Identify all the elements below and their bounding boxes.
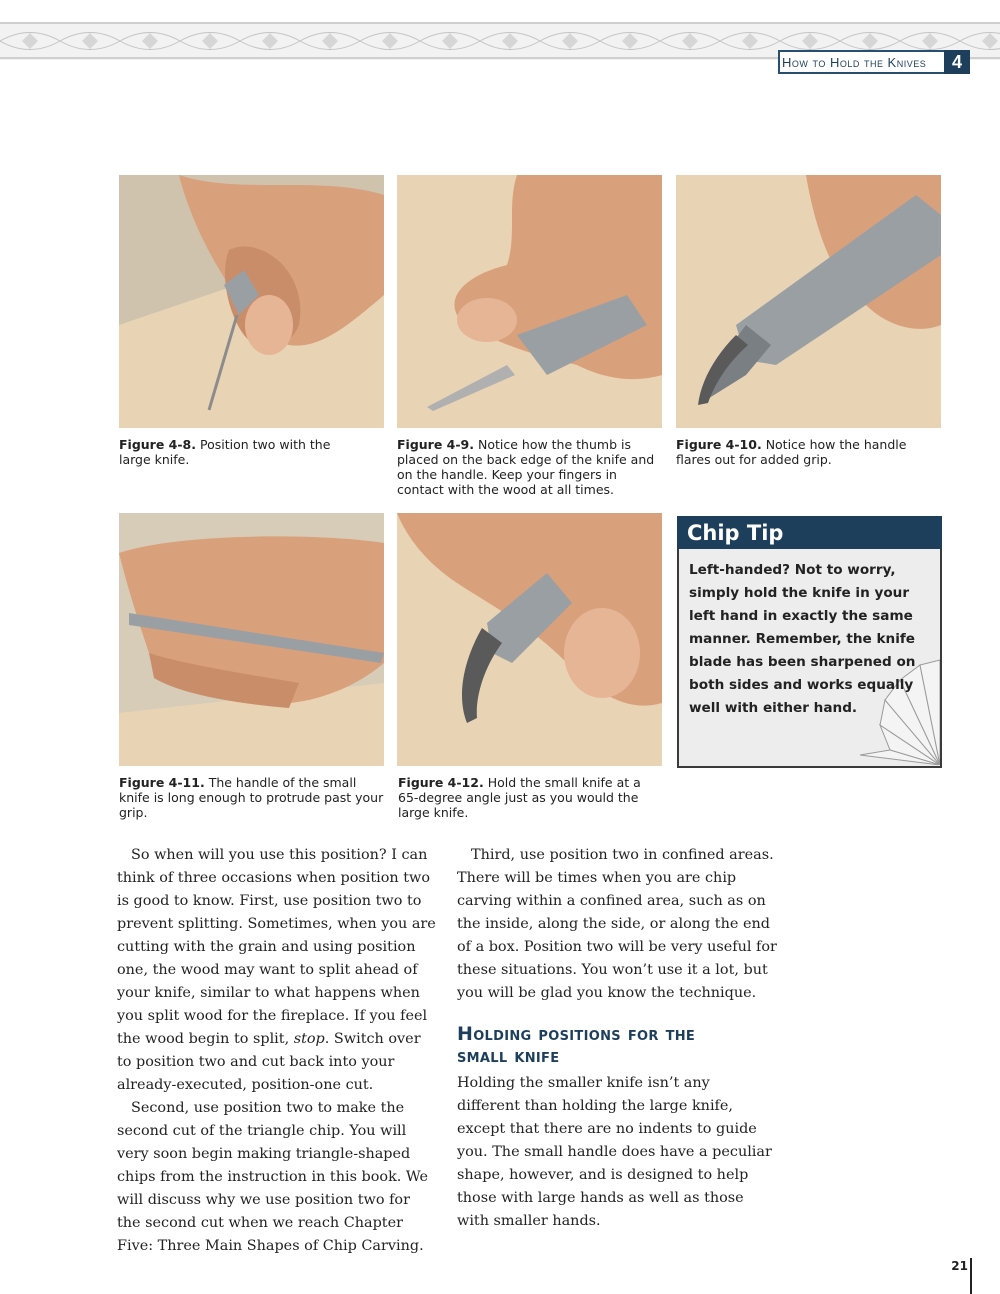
figure-caption-text: Position two with the large knife.	[119, 437, 331, 467]
figure-4-11-caption	[119, 775, 385, 820]
figure-4-12-caption	[398, 775, 648, 820]
figure-caption-text: The handle of the small knife is long enough to protrude past your grip.	[119, 775, 384, 820]
section-heading-line: small knife	[457, 1045, 560, 1067]
figure-4-11-photo	[119, 513, 384, 766]
paragraph-text: So when will you use this position? I can think of three occasions when position two is good to know. First, use position two to prevent splitting. Sometimes, when you are cutting with the grain and using position one, the wood may want to split ahead of your knife, similar to what happens when you split wood for the fireplace. If you feel the wood begin to split,	[117, 847, 436, 1047]
body-paragraph: Second, use position two to make the second cut of the triangle chip. You will very soon begin making triangle-shaped chips from the instruction in this book. We will discuss why we use position two for the second cut when we reach Chapter Five: Three Main Shapes of Chip Carving.	[117, 1100, 429, 1254]
body-column-right	[457, 844, 777, 1005]
body-paragraph	[117, 844, 437, 1097]
figure-label: Figure 4-11.	[119, 775, 205, 790]
figure-4-12-photo	[397, 513, 662, 766]
figure-label: Figure 4-10.	[676, 437, 762, 452]
body-column-left	[117, 844, 437, 1258]
chip-tip-body: Left-handed? Not to worry, simply hold the knife in your left hand in exactly the same manner. Remember, the knife blade has been sharpened on both sides and works equally well with either hand.	[689, 562, 916, 716]
figure-4-9-photo	[397, 175, 662, 428]
paragraph-text: . Switch over to position two and cut back into your already-executed, position-one cut.	[117, 1031, 421, 1093]
figure-4-10-caption	[676, 437, 938, 467]
figure-4-10-photo	[676, 175, 941, 428]
page-number: 21	[951, 1259, 968, 1273]
body-paragraph: Holding the smaller knife isn’t any different than holding the large knife, except that there are no indents to guide you. The small handle does have a peculiar shape, however, and is designed to help those with large hands as well as those with smaller hands.	[457, 1075, 772, 1229]
section-body	[457, 1072, 777, 1233]
section-heading	[457, 1023, 787, 1067]
section-heading-line: Holding positions for the	[457, 1023, 696, 1045]
body-paragraph: Third, use position two in confined areas. There will be times when you are chip carving within a confined area, such as on the inside, along the side, or along the end of a box. Position two will be very useful for these situations. You won’t use it a lot, but you will be glad you know the technique.	[457, 847, 777, 1001]
figure-4-8-caption	[119, 437, 359, 467]
chapter-number: 4	[944, 50, 970, 74]
figure-label: Figure 4-12.	[398, 775, 484, 790]
figure-label: Figure 4-9.	[397, 437, 474, 452]
page-number-rule	[970, 1258, 972, 1294]
emphasis-text: stop	[293, 1031, 325, 1047]
figure-caption-text: Notice how the thumb is placed on the back edge of the knife and on the handle. Keep your fingers in contact with the wood at all times.	[397, 437, 655, 497]
figure-4-9-caption	[397, 437, 659, 497]
chapter-title: How to Hold the Knives	[782, 55, 927, 70]
figure-caption-text: Hold the small knife at a 65-degree angle just as you would the large knife.	[398, 775, 641, 820]
figure-caption-text: Notice how the handle flares out for added grip.	[676, 437, 907, 467]
figure-label: Figure 4-8.	[119, 437, 196, 452]
figure-4-8-photo	[119, 175, 384, 428]
chip-tip-title: Chip Tip	[687, 521, 784, 545]
